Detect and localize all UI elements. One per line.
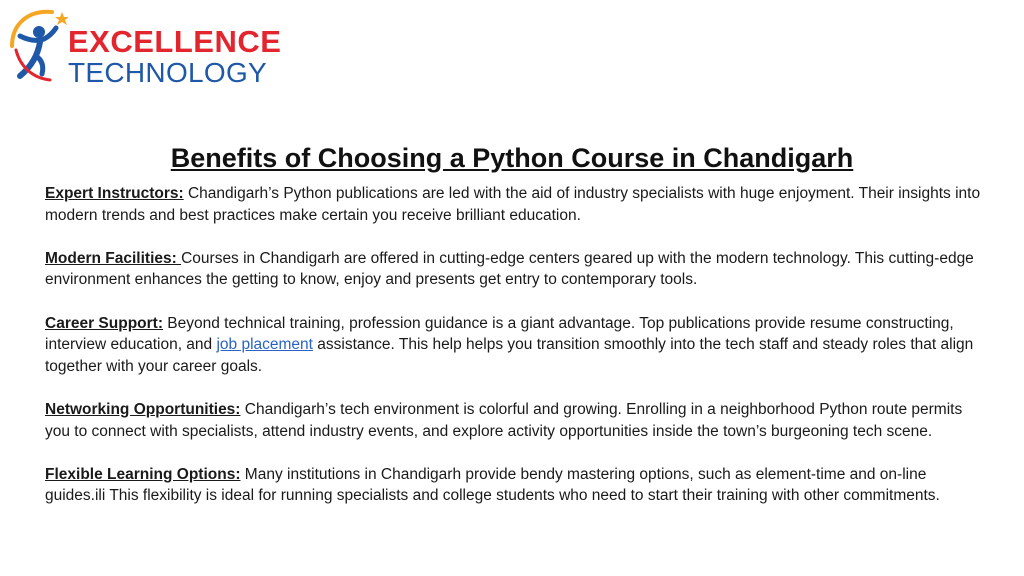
benefits-list [45,183,990,529]
benefit-flexible-learning [45,464,990,507]
company-logo [6,6,282,88]
logo-text-excellence: EXCELLENCE [68,24,282,59]
benefit-networking-opportunities [45,399,990,442]
benefit-text: Beyond technical training, profession guidance is a giant advantage. Top publications provide resume constructing, interview education, and [45,314,954,354]
page-title: Benefits of Choosing a Python Course in Chandigarh [170,143,854,173]
benefit-label: Career Support: [45,314,163,332]
benefit-text: Chandigarh’s tech environment is colorful and growing. Enrolling in a neighborhood Python route permits you to connect with specialists, attend industry events, and explore activity opportunities inside the town’s burgeoning tech scene. [45,400,963,440]
benefit-label: Expert Instructors: [45,185,184,202]
job-placement-link[interactable]: job placement [216,336,313,354]
benefit-text: Many institutions in Chandigarh provide bendy mastering options, such as element-time and on-line guides.ili This flexibility is ideal for running specialists and college students who need to start their training with other commitments. [45,465,940,505]
benefit-label: Modern Facilities: [45,249,182,267]
benefit-career-support [45,313,990,378]
benefit-label: Flexible Learning Options: [45,465,241,483]
logo-text-technology: TECHNOLOGY [68,57,268,88]
benefit-expert-instructors [45,183,990,226]
logo-figure-icon [6,6,68,86]
benefit-text: assistance. This help helps you transition smoothly into the tech staff and steady roles that align together with your career goals. [45,336,974,375]
benefit-modern-facilities [45,248,990,291]
benefit-label: Networking Opportunities: [45,400,241,418]
benefit-text: Courses in Chandigarh are offered in cutting-edge centers geared up with the modern technology. This cutting-edge environment enhances the getting to know, enjoy and presents get entry to contemporary tools. [45,249,974,289]
benefit-text: Chandigarh’s Python publications are led with the aid of industry specialists with huge enjoyment. Their insights into modern trends and best practices make certain you receive brilliant education. [45,185,981,224]
